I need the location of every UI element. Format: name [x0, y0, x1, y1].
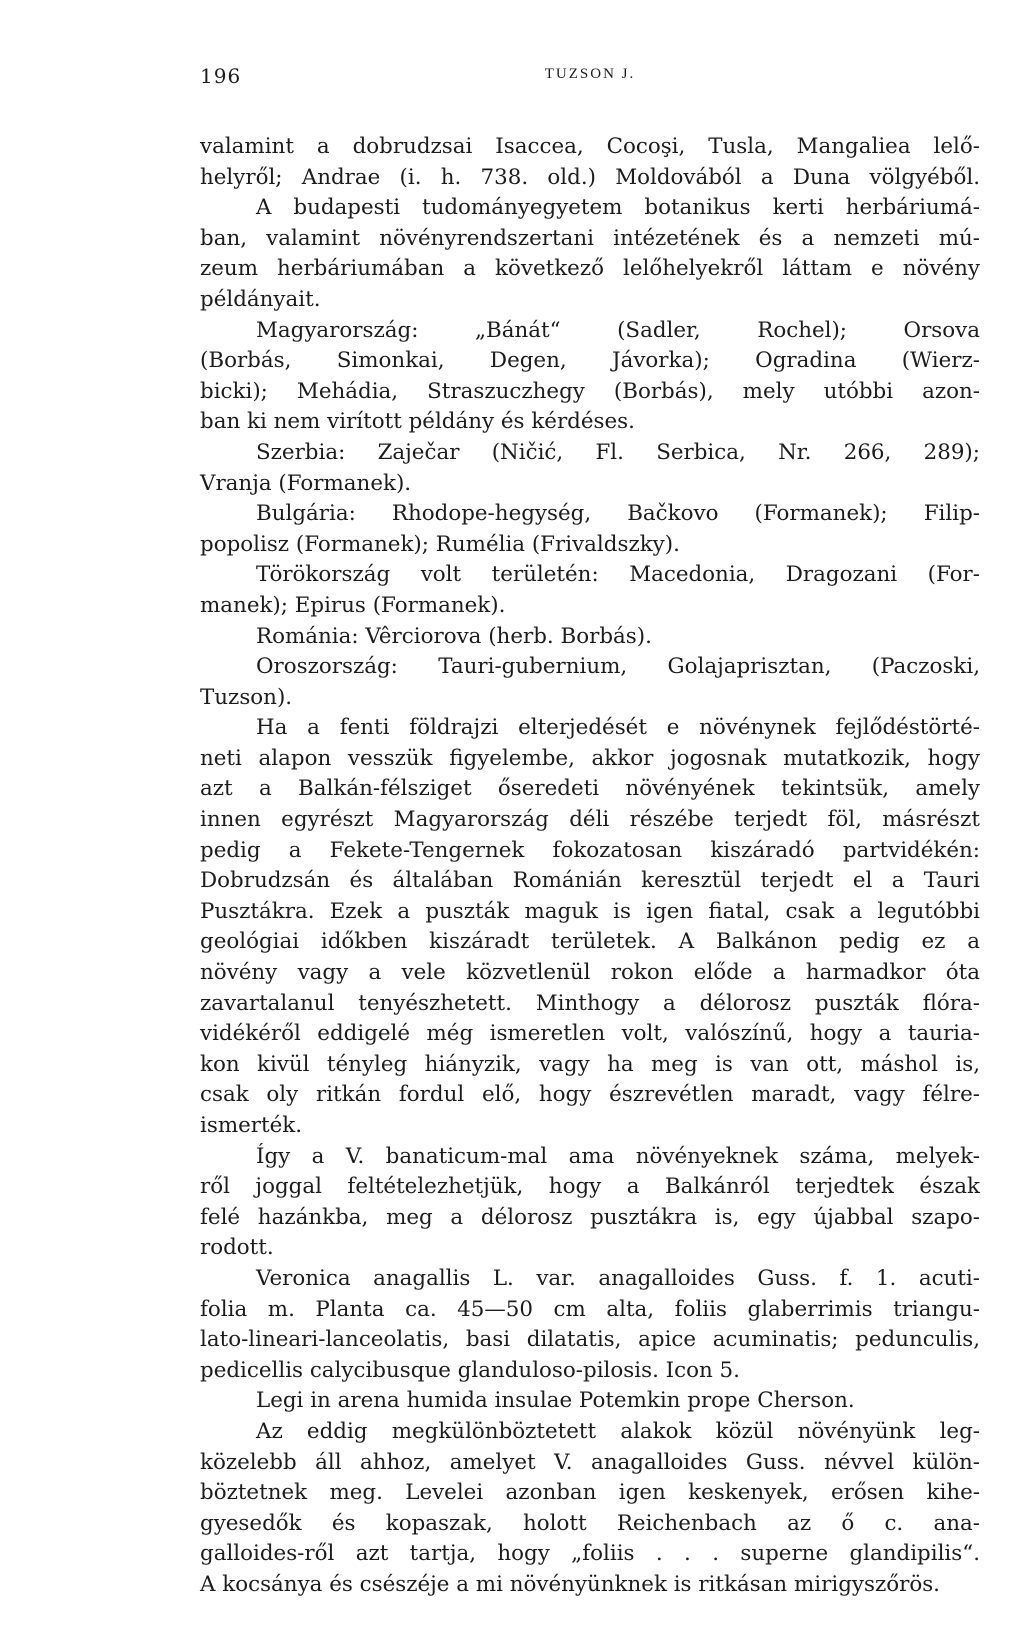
text-line: ban, valamint növényrendszertani intézetének és a nemzeti mú- — [200, 225, 980, 251]
text-line: Legi in arena humida insulae Potemkin prope Cherson. — [256, 1388, 855, 1414]
text-line: Magyarország: „Bánát“ (Sadler, Rochel); Orsova — [256, 317, 980, 343]
text-line: lato-lineari-lanceolatis, basi dilatatis, apice acuminatis; pedunculis, — [200, 1327, 980, 1353]
text-line: (Borbás, Simonkai, Degen, Jávorka); Ogradina (Wierz- — [200, 348, 980, 374]
running-head: TUZSON J. — [544, 66, 636, 82]
text-line: Veronica anagallis L. var. anagalloides Guss. f. 1. acuti- — [256, 1265, 980, 1291]
text-line: Dobrudzsán és általában Románián keresztül terjedt el a Tauri — [200, 868, 980, 894]
text-line: popolisz (Formanek); Rumélia (Frivaldszky). — [200, 531, 680, 557]
text-line: csak oly ritkán fordul elő, hogy észrevétlen maradt, vagy félre- — [200, 1082, 980, 1108]
text-line: neti alapon vesszük figyelembe, akkor jogosnak mutatkozik, hogy — [200, 745, 980, 771]
text-line: Románia: Vêrciorova (herb. Borbás). — [256, 623, 652, 649]
text-line: ismerték. — [200, 1113, 303, 1138]
text-line: azt a Balkán-félsziget őseredeti növényének tekintsük, amely — [200, 776, 980, 802]
text-line: gyesedők és kopaszak, holott Reichenbach az ő c. ana- — [200, 1510, 980, 1536]
text-line: felé hazánkba, meg a délorosz pusztákra is, egy újabbal szapo- — [200, 1204, 980, 1230]
text-line: Bulgária: Rhodope-hegység, Bačkovo (Formanek); Filip- — [256, 501, 980, 527]
text-line: folia m. Planta ca. 45—50 cm alta, foliis glaberrimis triangu- — [200, 1296, 980, 1322]
text-line: példányait. — [200, 286, 321, 312]
text-line: bicki); Mehádia, Straszuczhegy (Borbás), mely utóbbi azon- — [200, 378, 980, 404]
text-line: Oroszország: Tauri-gubernium, Golajaprisztan, (Paczoski, — [256, 654, 980, 680]
text-line: Vranja (Formanek). — [200, 470, 412, 496]
text-line: Tuzson). — [200, 684, 293, 710]
text-line: innen egyrészt Magyarország déli részébe terjedt föl, másrészt — [200, 807, 980, 833]
text-line: Így a V. banaticum-mal ama növényeknek száma, melyek- — [256, 1143, 980, 1169]
text-line: Az eddig megkülönböztetett alakok közül növényünk leg- — [256, 1418, 980, 1444]
text-line: pedicellis calycibusque glanduloso-pilosis. Icon 5. — [200, 1357, 740, 1383]
text-line: Pusztákra. Ezek a puszták maguk is igen fiatal, csak a legutóbbi — [200, 898, 980, 924]
text-line: zeum herbáriumában a következő lelőhelyekről láttam e növény — [200, 256, 980, 282]
page-header — [200, 64, 980, 94]
text-line: helyről; Andrae (i. h. 738. old.) Moldovából a Duna völgyéből. — [200, 164, 980, 190]
text-line: Szerbia: Zaječar (Ničić, Fl. Serbica, Nr. 266, 289); — [256, 439, 980, 465]
text-line: manek); Epirus (Formanek). — [200, 592, 506, 618]
page-number: 196 — [200, 64, 242, 88]
text-line: ban ki nem virított példány és kérdéses. — [200, 409, 635, 435]
text-line: A kocsánya és csészéje a mi növényünknek is ritkásan mirigyszőrös. — [200, 1571, 940, 1597]
text-line: Ha a fenti földrajzi elterjedését e növénynek fejlődéstörté- — [256, 715, 980, 741]
text-line: rodott. — [200, 1235, 274, 1261]
text-line: közelebb áll ahhoz, amelyet V. anagalloides Guss. névvel külön- — [200, 1449, 980, 1475]
text-line: A budapesti tudományegyetem botanikus kerti herbáriumá- — [256, 195, 980, 221]
text-line: pedig a Fekete-Tengernek fokozatosan kiszáradó partvidékén: — [200, 837, 980, 863]
text-line: kon kivül tényleg hiányzik, vagy ha meg is van ott, máshol is, — [200, 1051, 980, 1077]
text-line: ről joggal feltételezhetjük, hogy a Balkánról terjedtek észak — [200, 1174, 980, 1200]
body-text — [200, 132, 980, 1601]
text-line: böztetnek meg. Levelei azonban igen keskenyek, erősen kihe- — [200, 1480, 980, 1506]
text-line: valamint a dobrudzsai Isaccea, Cocoşi, Tusla, Mangaliea lelő- — [200, 134, 980, 159]
text-line: Törökország volt területén: Macedonia, Dragozani (For- — [256, 562, 980, 588]
text-line: vidékéről eddigelé még ismeretlen volt, valószínű, hogy a tauria- — [200, 1021, 980, 1047]
text-line: növény vagy a vele közvetlenül rokon elődе a harmadkor óta — [200, 960, 980, 986]
text-line: geológiai időkben kiszáradt területek. A Balkánon pedig ez a — [200, 929, 980, 955]
text-line: galloides-ről azt tartja, hogy „foliis . . . superne glandipilis“. — [200, 1541, 980, 1567]
text-line: zavartalanul tenyészhetett. Minthogy a délorosz puszták flóra- — [200, 990, 980, 1016]
